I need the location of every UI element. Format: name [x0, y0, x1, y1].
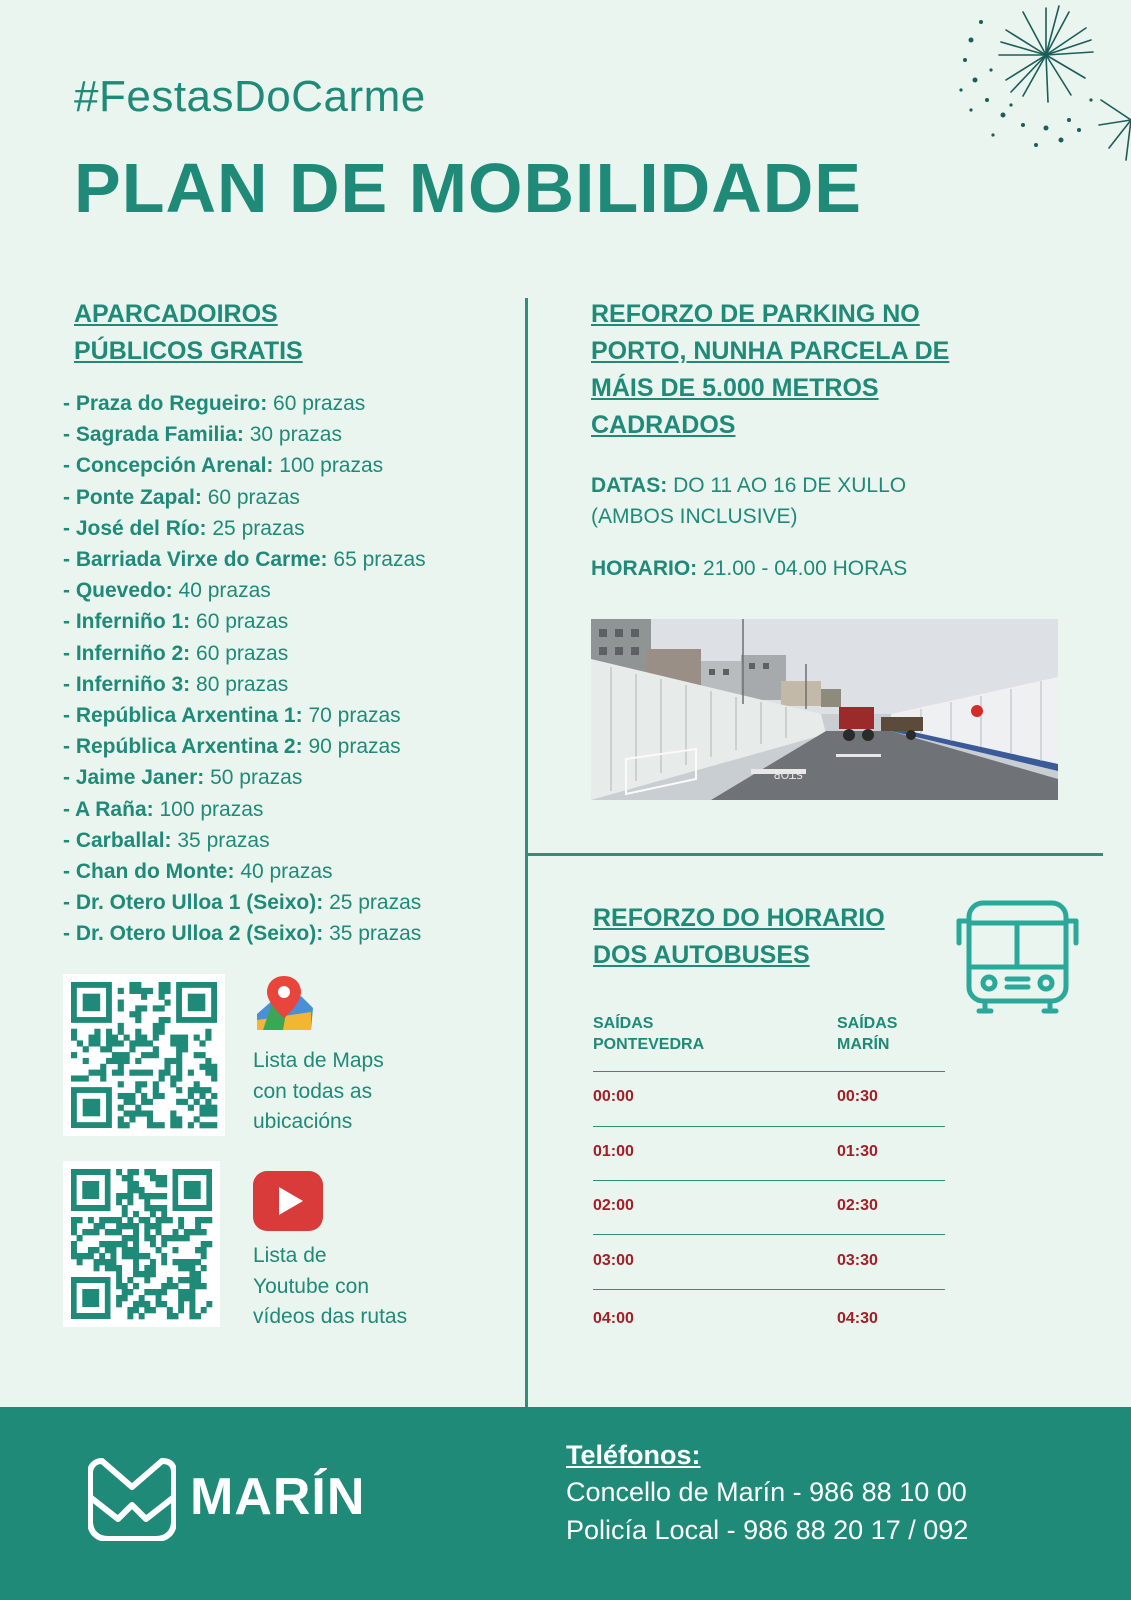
- departure-time-marin: 03:30: [837, 1252, 878, 1269]
- parking-item: - Jaime Janer: 50 prazas: [63, 766, 303, 790]
- parking-item: - Inferniño 3: 80 prazas: [63, 672, 289, 696]
- parking-item: - Praza do Regueiro: 60 prazas: [63, 392, 366, 415]
- departure-time-pontevedra: 01:00: [593, 1143, 634, 1160]
- youtube-play-icon[interactable]: [253, 1171, 323, 1231]
- phones-title: Teléfonos:: [566, 1440, 701, 1470]
- maps-qr-code[interactable]: [63, 974, 225, 1136]
- parking-item: - Carballal: 35 prazas: [63, 828, 270, 852]
- table-divider: [593, 1126, 945, 1127]
- map-pin-icon[interactable]: [253, 974, 315, 1032]
- parking-item: - República Arxentina 2: 90 prazas: [63, 735, 401, 759]
- phone-concello[interactable]: Concello de Marín - 986 88 10 00: [566, 1477, 967, 1507]
- departure-time-marin: 00:30: [837, 1088, 878, 1105]
- marin-logo-text: MARÍN: [190, 1468, 366, 1526]
- column-header-marin: SAÍDAS MARÍN: [837, 1015, 898, 1053]
- port-parking-photo: [591, 619, 1058, 800]
- parking-item: - Inferniño 1: 60 prazas: [63, 610, 289, 634]
- parking-item: - Ponte Zapal: 60 prazas: [63, 485, 300, 509]
- page-title: PLAN DE MOBILIDADE: [74, 149, 862, 227]
- parking-item: - Quevedo: 40 prazas: [63, 579, 271, 603]
- bus-section-title: REFORZO DO HORARIO DOS AUTOBUSES: [593, 904, 885, 969]
- departure-time-pontevedra: 03:00: [593, 1252, 634, 1269]
- fireworks-decoration: [951, 0, 1131, 170]
- parking-item: - Dr. Otero Ulloa 2 (Seixo): 35 prazas: [63, 922, 422, 946]
- table-divider: [593, 1289, 945, 1290]
- dates-info: DATAS: DO 11 AO 16 DE XULLO (AMBOS INCLUSIVE): [591, 474, 907, 528]
- departure-time-marin: 04:30: [837, 1310, 878, 1327]
- departure-time-pontevedra: 04:00: [593, 1310, 634, 1327]
- horizontal-divider: [528, 853, 1103, 856]
- bus-icon: [955, 897, 1080, 1017]
- parking-section-title: APARCADOIROS PÚBLICOS GRATIS: [74, 300, 303, 365]
- departure-time-pontevedra: 02:00: [593, 1197, 634, 1214]
- marin-logo-icon: [88, 1457, 176, 1541]
- parking-item: - Barriada Virxe do Carme: 65 prazas: [63, 548, 426, 572]
- hours-info: HORARIO: 21.00 - 04.00 HORAS: [591, 557, 908, 580]
- parking-item: - A Raña: 100 prazas: [63, 797, 264, 821]
- parking-item: - República Arxentina 1: 70 prazas: [63, 704, 401, 728]
- youtube-link-text: Lista de Youtube con vídeos das rutas: [253, 1244, 408, 1328]
- parking-item: - Sagrada Familia: 30 prazas: [63, 423, 342, 447]
- parking-item: - Dr. Otero Ulloa 1 (Seixo): 25 prazas: [63, 891, 422, 915]
- parking-item: - Concepción Arenal: 100 prazas: [63, 454, 384, 478]
- road-stop-text: STOP: [774, 768, 803, 781]
- table-divider: [593, 1234, 945, 1235]
- departure-time-pontevedra: 00:00: [593, 1088, 634, 1105]
- youtube-qr-code[interactable]: [63, 1161, 220, 1327]
- parking-item: - Chan do Monte: 40 prazas: [63, 860, 333, 884]
- parking-item: - Inferniño 2: 60 prazas: [63, 641, 289, 665]
- maps-link-text: Lista de Maps con todas as ubicacións: [253, 1049, 384, 1133]
- column-header-pontevedra: SAÍDAS PONTEVEDRA: [593, 1015, 705, 1053]
- phone-policia[interactable]: Policía Local - 986 88 20 17 / 092: [566, 1515, 969, 1545]
- departure-time-marin: 02:30: [837, 1197, 878, 1214]
- parking-list: [63, 388, 426, 950]
- hashtag: #FestasDoCarme: [74, 72, 426, 121]
- departure-time-marin: 01:30: [837, 1143, 878, 1160]
- port-parking-title: REFORZO DE PARKING NO PORTO, NUNHA PARCELA DE MÁIS DE 5.000 METROS CADRADOS: [591, 300, 950, 439]
- table-divider: [593, 1071, 945, 1072]
- table-divider: [593, 1180, 945, 1181]
- parking-item: - José del Río: 25 prazas: [63, 516, 305, 540]
